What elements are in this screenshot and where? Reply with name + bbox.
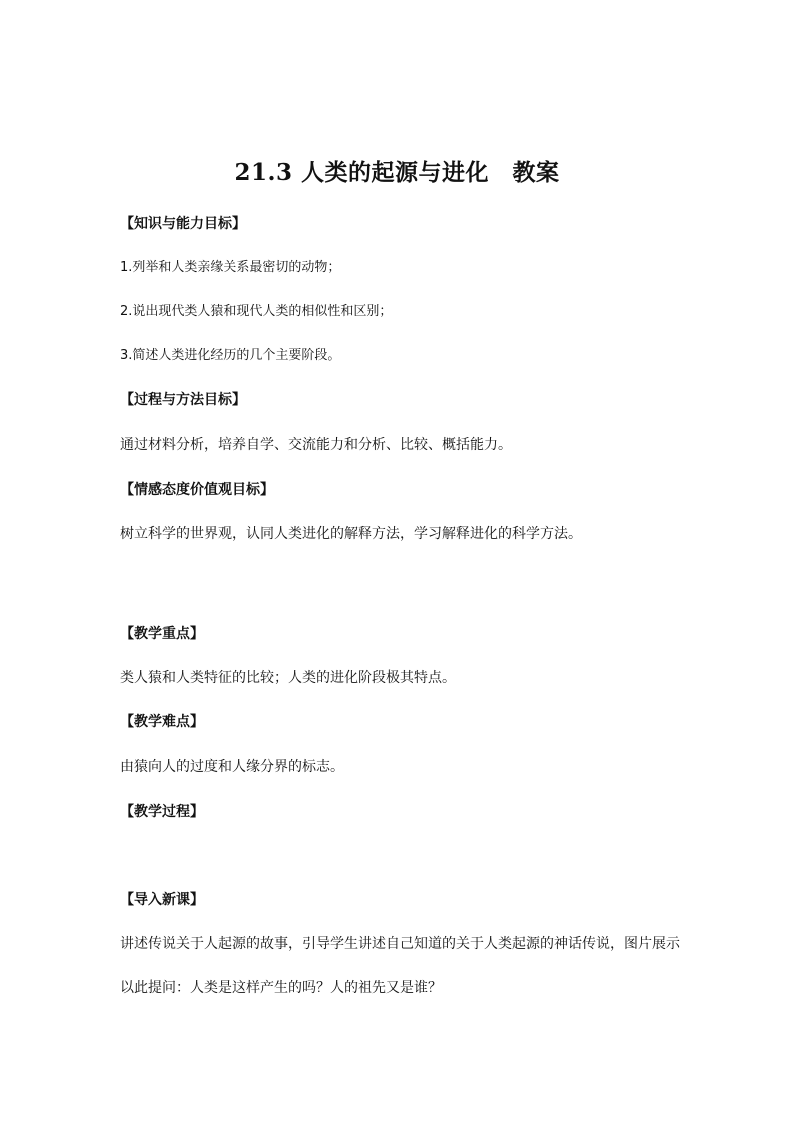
knowledge-goal-item-1: 1.列举和人类亲缘关系最密切的动物； — [120, 260, 341, 275]
emotion-goals-heading: 【情感态度价值观目标】 — [120, 482, 274, 498]
key-points-heading: 【教学重点】 — [120, 626, 204, 642]
knowledge-goals-heading: 【知识与能力目标】 — [120, 216, 246, 232]
intro-heading: 【导入新课】 — [120, 892, 204, 908]
difficulties-heading: 【教学难点】 — [120, 714, 204, 730]
intro-text-line-2: 以此提问：人类是这样产生的吗？人的祖先又是谁？ — [120, 980, 442, 996]
document-title: 21.3 人类的起源与进化 教案 — [234, 159, 560, 186]
knowledge-goal-item-3: 3.简述人类进化经历的几个主要阶段。 — [120, 348, 341, 363]
procedure-heading: 【教学过程】 — [120, 804, 204, 820]
key-points-text: 类人猿和人类特征的比较；人类的进化阶段极其特点。 — [120, 670, 456, 686]
difficulties-text: 由猿向人的过度和人缘分界的标志。 — [120, 759, 344, 775]
process-goals-text: 通过材料分析，培养自学、交流能力和分析、比较、概括能力。 — [120, 437, 512, 453]
process-goals-heading: 【过程与方法目标】 — [120, 392, 246, 408]
intro-text-line-1: 讲述传说关于人起源的故事，引导学生讲述自己知道的关于人类起源的神话传说，图片展示 — [120, 936, 680, 952]
knowledge-goal-item-2: 2.说出现代类人猿和现代人类的相似性和区别； — [120, 304, 393, 319]
emotion-goals-text: 树立科学的世界观，认同人类进化的解释方法，学习解释进化的科学方法。 — [120, 526, 582, 542]
